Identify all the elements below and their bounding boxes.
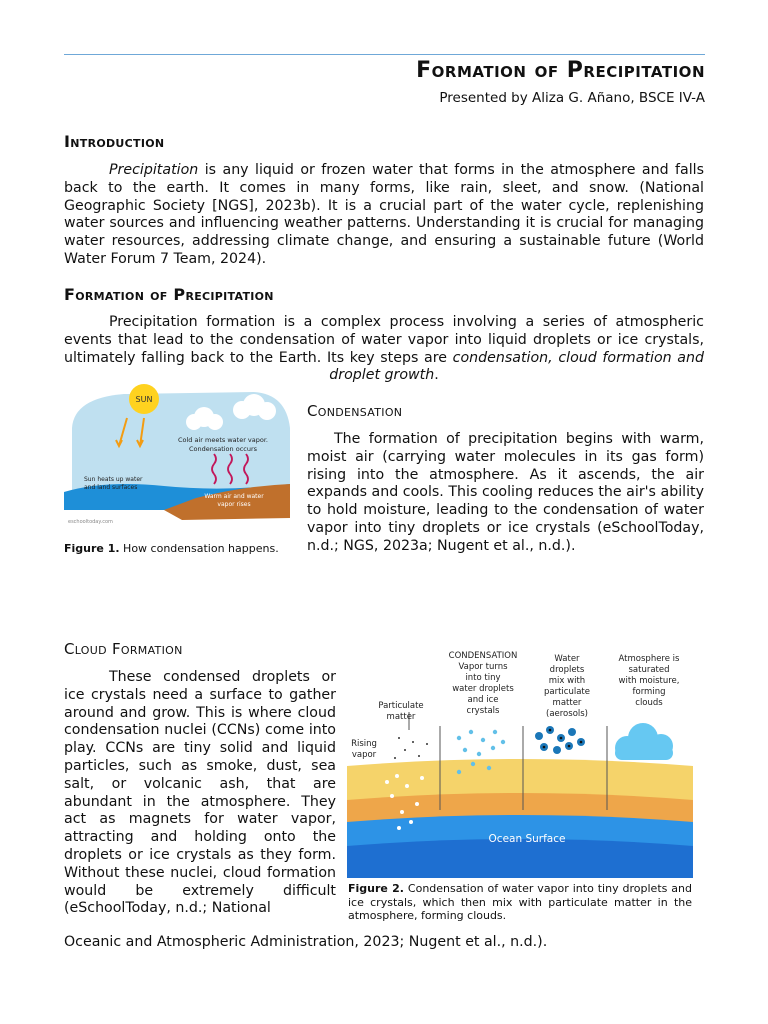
condensation-stage-label: and ice [467,695,499,705]
introduction-text: is any liquid or frozen water that forms in the atmosphere and falls back to the earth. It comes in many forms, like rain, sleet, and snow. (National Geographic Society [NGS], 2023b). It is a crucial part of the water cycle, replenishing water sources and influencing weather patterns. Understanding it is crucial for managing water resources, addressing climate change, and ensuring a sustainable future (World Water Forum 7 Team, 2024). [64,162,704,267]
cold-air-label: Cold air meets water vapor. [177,436,269,444]
condensation-stage-label: crystals [466,706,500,716]
figure-1-label: Figure 1. [64,542,120,555]
document-title: Formation of Precipitation [416,58,705,83]
particulate-label: Particulate [378,701,424,711]
rising-vapor-label: Rising [351,739,377,749]
figure-2-label: Figure 2. [348,882,404,895]
condensation-stage-label: CONDENSATION [448,651,518,661]
rising-vapor-label: vapor [351,750,377,760]
cloud-stage-label: Atmosphere is [618,654,680,664]
cloud-icon [615,723,673,760]
condensation-stage-label: Vapor turns [458,662,508,672]
sun-heats-label: and land surfaces [84,484,138,491]
cloud-formation-paragraph: These condensed droplets or ice crystals need a surface to gather around and grow. This is where cloud condensation nuclei (CCNs) come into play. CCNs are tiny solid and liquid particles, such as smoke, dust, sea salt, or volcanic ash, that are abundant in the atmosphere. They act as magnets for water vapor, attracting and holding onto the droplets or ice crystals as they form. Without these nuclei, cloud formation would be extremely difficult (eSchoolToday, n.d.; National [64,669,336,917]
figure-2-caption [348,882,692,923]
aerosol-stage-label: particulate [544,687,590,697]
figure-2-cloud-formation-diagram [347,646,693,878]
figure-1-caption [64,542,294,556]
cloud-stage-label: saturated [628,665,670,675]
aerosol-stage-label: mix with [548,676,586,686]
introduction-paragraph [64,162,704,269]
condensation-label: Condensation occurs [188,445,258,453]
precipitation-term: Precipitation [109,162,199,178]
particulate-dots [394,737,428,759]
figure-1-caption-text: How condensation happens. [119,542,279,555]
author-line: Presented by Aliza G. Añano, BSCE IV-A [439,90,705,106]
warm-air-label: vapor rises [217,501,251,508]
introduction-heading: Introduction [64,132,165,151]
figure-2-caption-text: Condensation of water vapor into tiny droplets and ice crystals, which then mix with particulate matter in the atmosphere, forming clouds. [348,882,692,922]
condensation-stage-label: water droplets [452,684,514,694]
condensation-paragraph: The formation of precipitation begins with warm, moist air (carrying water molecules in its gas form) rising into the atmosphere. As it ascends, the air expands and cools. This cooling reduces the air's ability to hold moisture, leading to the condensation of water vapor into tiny droplets or ice crystals (eSchoolToday, n.d.; NGS, 2023a; Nugent et al., n.d.). [307,431,704,554]
cloud-stage-label: clouds [635,698,663,708]
aerosol-stage-label: (aerosols) [546,709,588,719]
figure-watermark: eschooltoday.com [68,519,113,525]
sun-label: SUN [135,395,153,404]
cloud-stage-label: with moisture, [618,676,680,686]
particulate-label: matter [386,712,416,722]
aerosol-stage-label: matter [552,698,582,708]
condensation-stage-label: into tiny [465,673,501,683]
cloud-formation-heading: Cloud Formation [64,640,183,658]
warm-air-label: Warm air and water [204,493,264,500]
cloud-stage-label: forming [632,687,666,697]
formation-steps: condensation, cloud formation and droplet growth [329,349,704,384]
formation-text: Precipitation formation is a complex process involving a series of atmospheric events that lead to the condensation of water vapor into liquid droplets or ice crystals, ultimately falling back to the Earth. Its key steps are [64,314,704,366]
formation-paragraph: Precipitation formation is a complex process involving a series of atmospheric events that lead to the condensation of water vapor into liquid droplets or ice crystals, ultimately falling back to the Earth. Its key steps are condensation, cloud formation and droplet growth. [64,314,704,384]
aerosol-stage-label: Water [554,654,580,664]
aerosol-stage-label: droplets [549,665,585,675]
sun-heats-label: Sun heats up water [84,476,143,483]
condensation-heading: Condensation [307,402,403,420]
figure-1-condensation-diagram [64,380,292,528]
header-rule [64,54,705,55]
cloud-formation-paragraph-end: Oceanic and Atmospheric Administration, 2023; Nugent et al., n.d.). [64,934,548,950]
aerosol-dots [535,726,585,754]
formation-heading: Formation of Precipitation [64,285,274,304]
ocean-surface-label: Ocean Surface [488,833,566,845]
